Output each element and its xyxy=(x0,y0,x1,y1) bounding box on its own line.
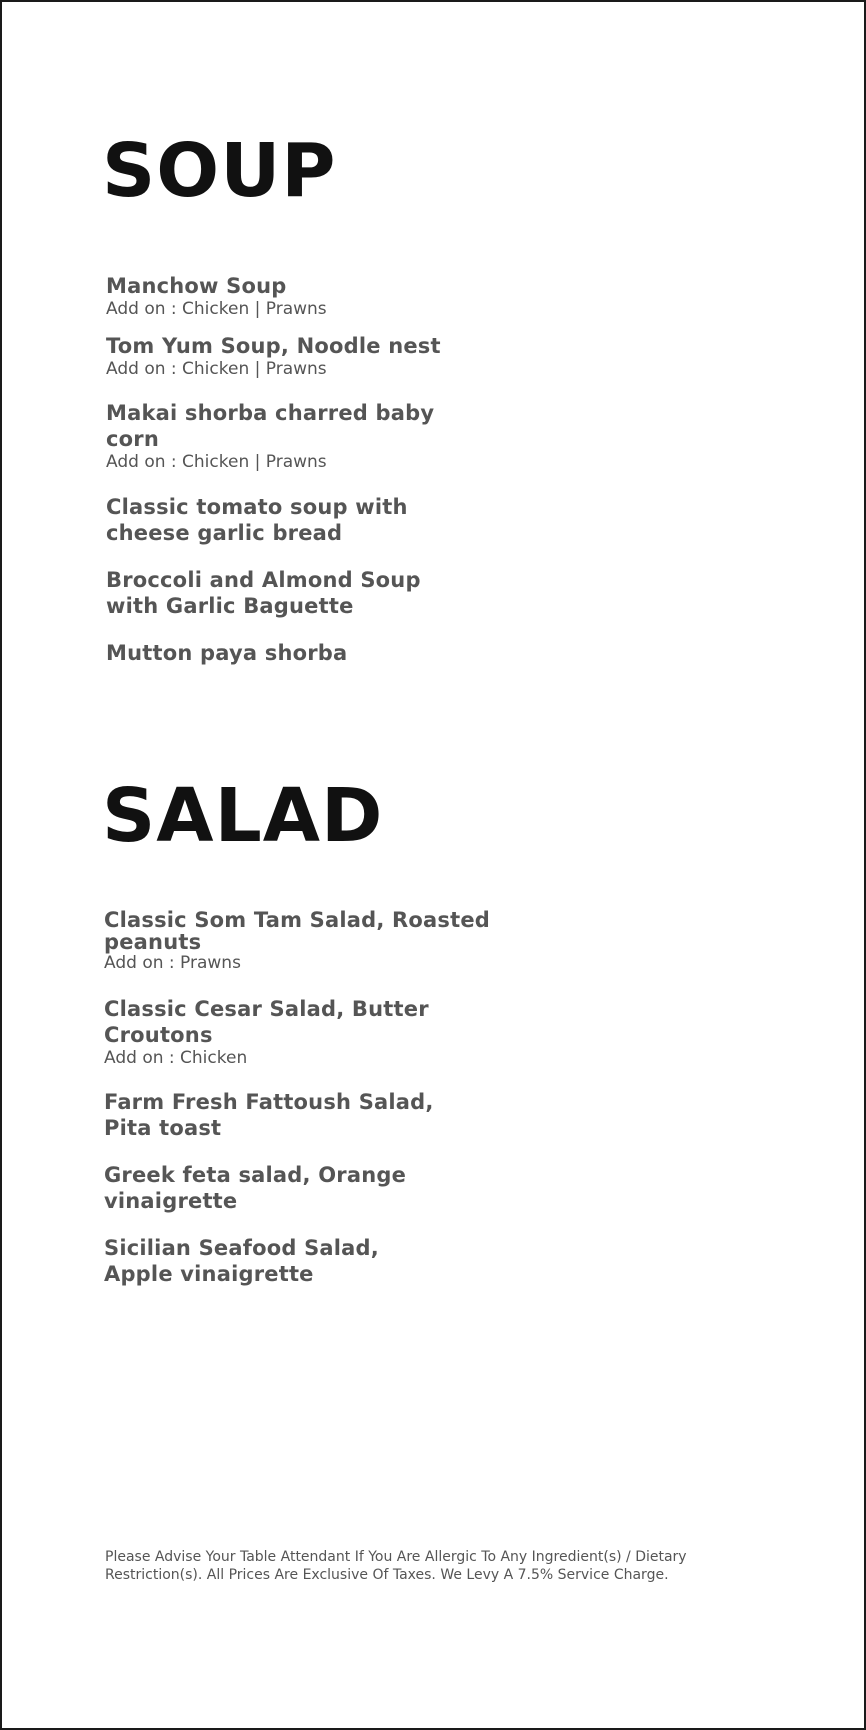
menu-item-name: Greek feta salad, Orange vinaigrette xyxy=(104,1163,407,1213)
menu-item xyxy=(106,494,436,546)
menu-item-name: Sicilian Seafood Salad, Apple vinaigrette xyxy=(104,1236,379,1286)
menu-item xyxy=(106,567,436,619)
menu-item xyxy=(104,1235,444,1287)
menu-item-name: Mutton paya shorba xyxy=(106,641,348,665)
salad-section-title: SALAD xyxy=(102,773,384,859)
soup-section-title: SOUP xyxy=(102,128,337,214)
menu-item xyxy=(106,333,496,379)
menu-item-name: Farm Fresh Fattoush Salad, Pita toast xyxy=(104,1090,434,1140)
menu-item xyxy=(106,640,496,666)
menu-item xyxy=(106,273,496,319)
menu-item-addon: Add on : Chicken | Prawns xyxy=(106,359,327,379)
menu-item-name: Tom Yum Soup, Noodle nest xyxy=(106,334,441,358)
menu-item xyxy=(104,996,434,1068)
menu-item-name: Classic Cesar Salad, Butter Croutons xyxy=(104,997,429,1047)
menu-item xyxy=(104,1089,464,1141)
menu-item-name: Broccoli and Almond Soup with Garlic Baguette xyxy=(106,568,421,618)
menu-item-name: Manchow Soup xyxy=(106,274,287,298)
menu-item-addon: Add on : Prawns xyxy=(104,953,241,973)
menu-item-addon: Add on : Chicken xyxy=(104,1048,248,1068)
menu-item-name: Classic tomato soup with cheese garlic bread xyxy=(106,495,408,545)
menu-item-name: Classic Som Tam Salad, Roasted peanuts xyxy=(104,908,491,954)
menu-item-addon: Add on : Chicken | Prawns xyxy=(106,452,327,472)
menu-item-name: Makai shorba charred baby corn xyxy=(106,401,435,451)
menu-item xyxy=(104,1162,424,1214)
menu-item xyxy=(104,909,494,973)
menu-item xyxy=(106,400,436,472)
allergy-disclaimer: Please Advise Your Table Attendant If You Are Allergic To Any Ingredient(s) / Dietary Restriction(s). All Prices Are Exclusive Of Taxes. We Levy A 7.5% Service Charge. xyxy=(105,1549,687,1583)
menu-item-addon: Add on : Chicken | Prawns xyxy=(106,299,327,319)
